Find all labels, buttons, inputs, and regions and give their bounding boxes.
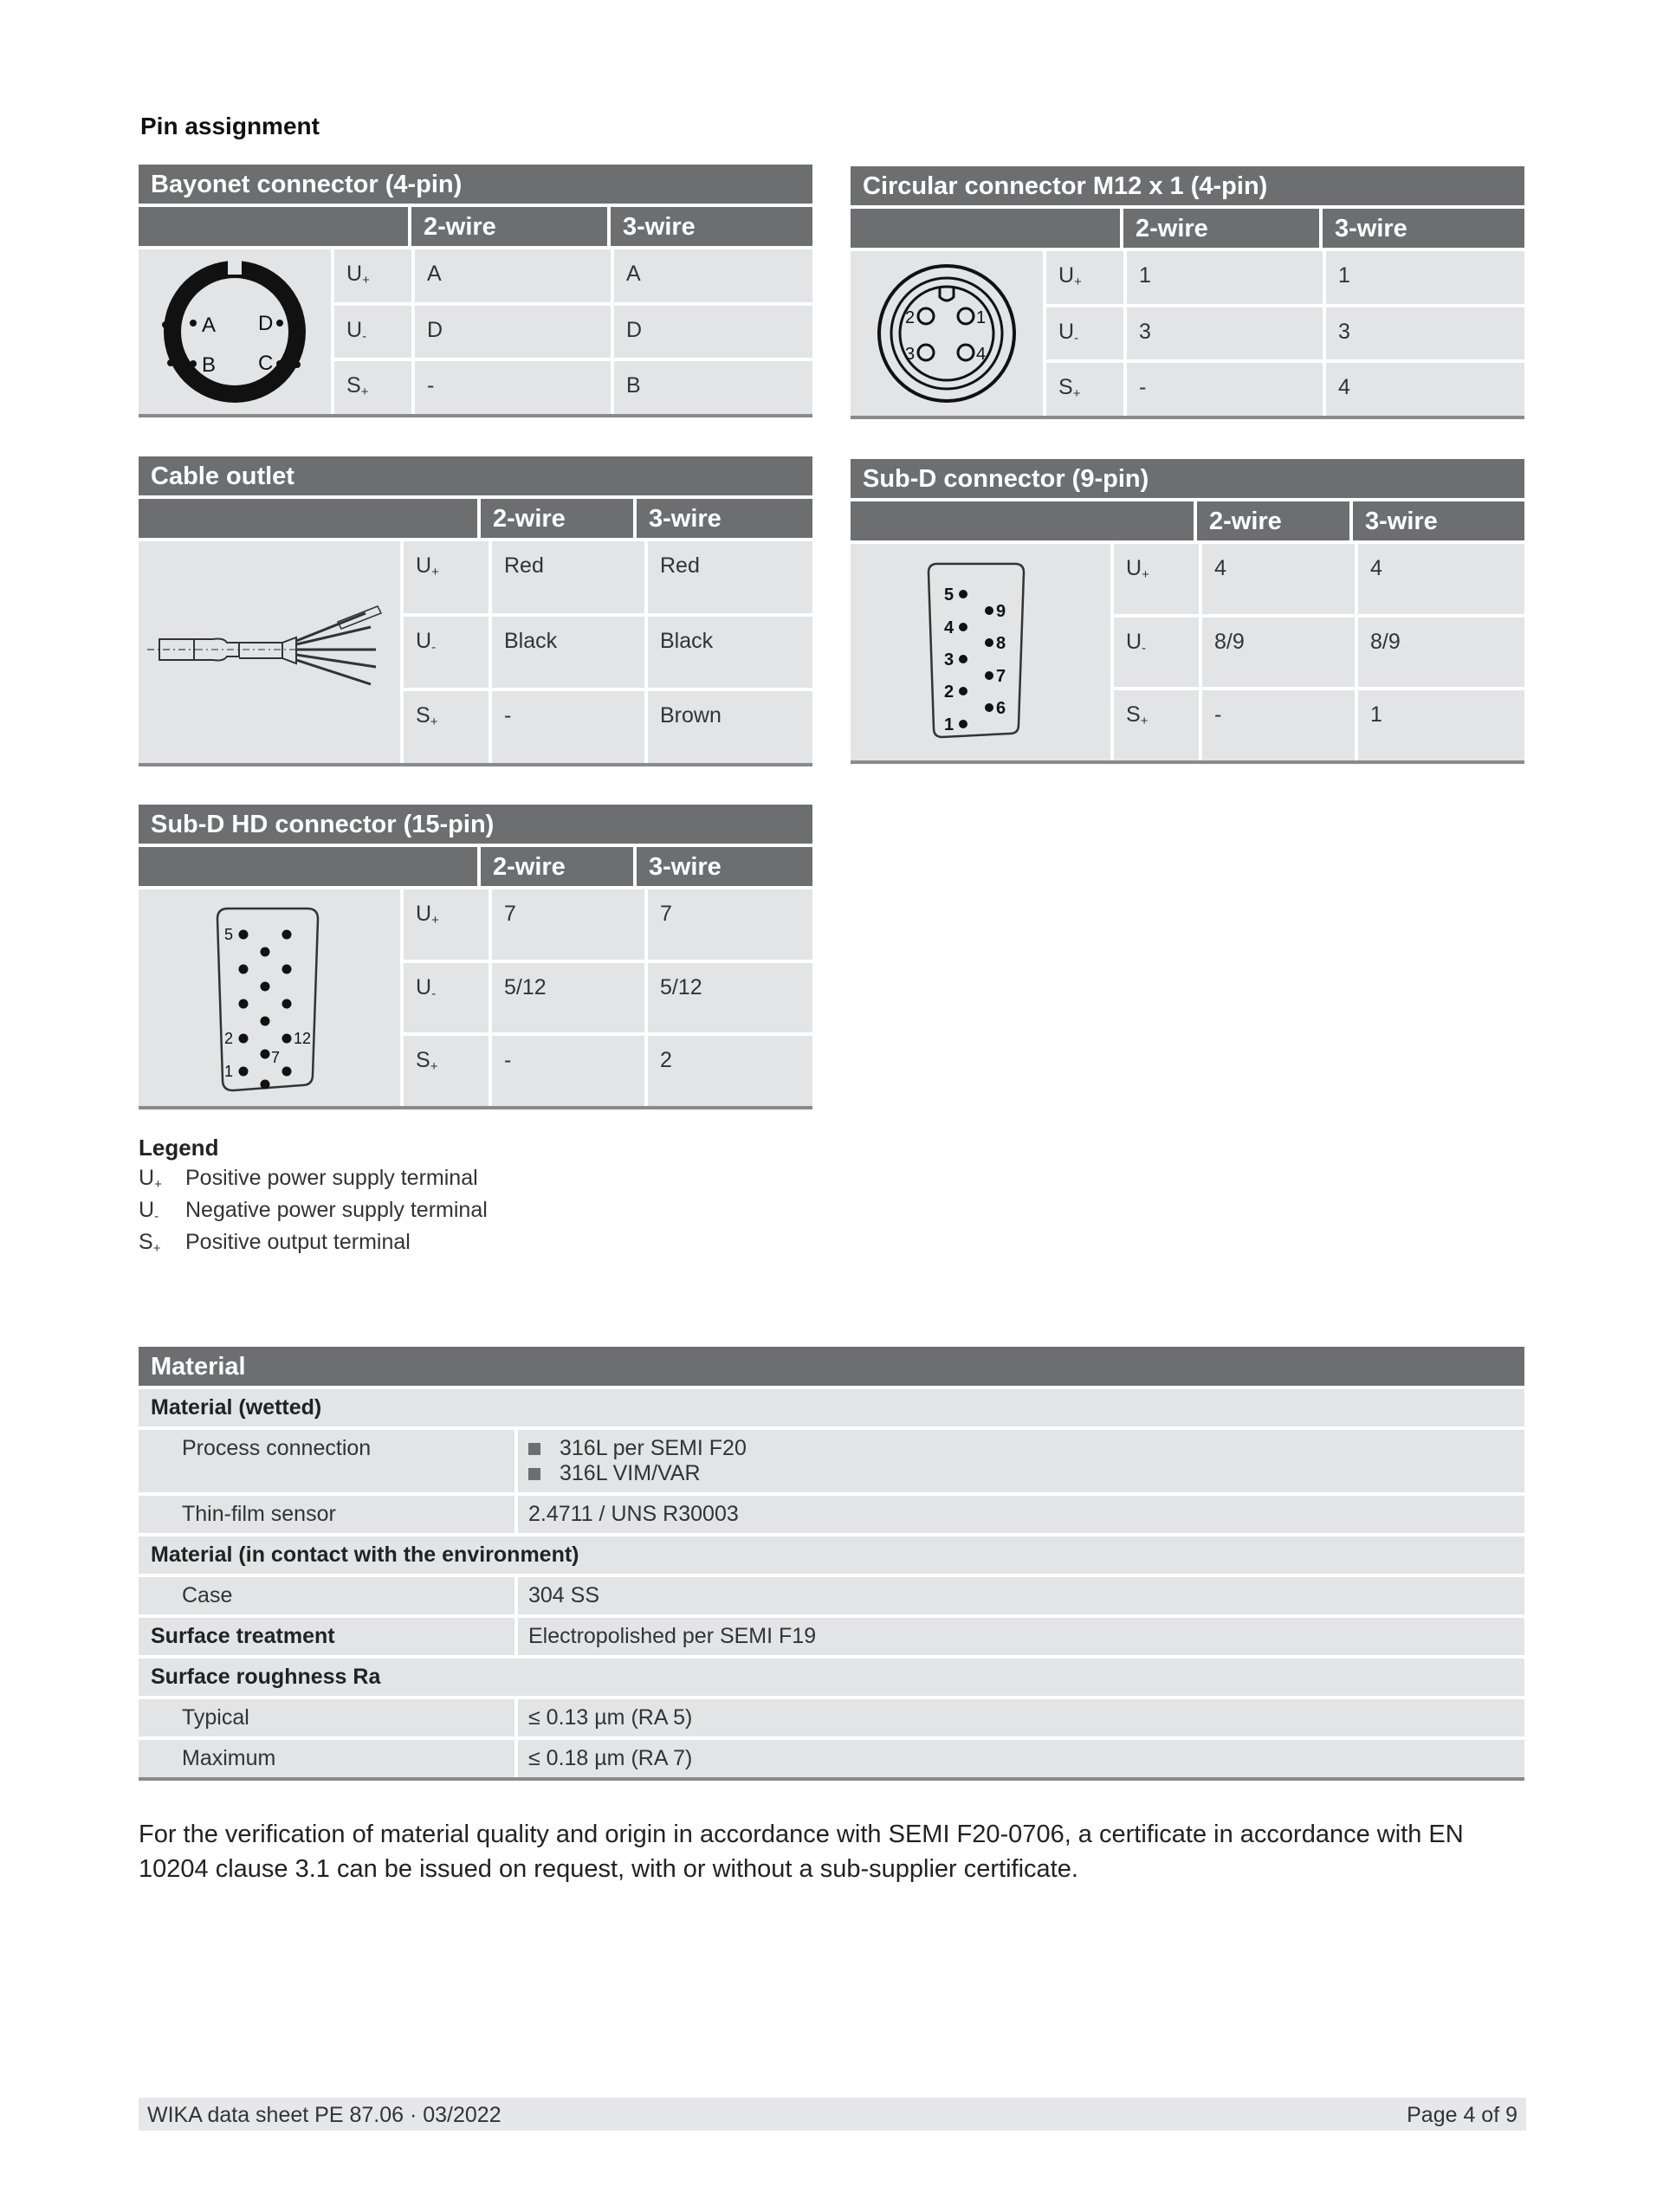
value-2wire: -	[489, 691, 644, 763]
pin-label: 12	[294, 1030, 312, 1047]
value-3wire: Red	[644, 541, 812, 613]
list-item: 316L VIM/VAR	[528, 1461, 1514, 1486]
value-3wire: B	[611, 361, 812, 414]
value-3wire: 5/12	[644, 963, 812, 1033]
row-value: ≤ 0.13 µm (RA 5)	[514, 1699, 1524, 1737]
pin-label: 8	[996, 634, 1006, 653]
pin-label: 7	[271, 1049, 281, 1066]
row-label: Surface treatment	[151, 1624, 335, 1648]
value-2wire: D	[411, 306, 611, 359]
legend-item: $U_+$ Positive power supply terminal	[139, 1166, 478, 1192]
pin-label: 2	[224, 1030, 234, 1047]
col-2wire: 2-wire	[1197, 501, 1353, 540]
symbol-cell: $U_+$	[404, 541, 489, 613]
table-row	[139, 1496, 1524, 1533]
table-title: Sub-D HD connector (15-pin)	[139, 805, 812, 844]
subd-9pin-table	[851, 459, 1524, 764]
row-label: Thin-film sensor	[182, 1502, 336, 1526]
col-2wire: 2-wire	[1123, 209, 1323, 248]
footer-doc-id: WIKA data sheet PE 87.06 · 03/2022	[147, 2103, 501, 2127]
cable-outlet-drawing	[139, 541, 404, 763]
subd-9pin-diagram	[851, 544, 1114, 760]
legend-title: Legend	[139, 1135, 219, 1161]
symbol-cell: $U_-$	[334, 306, 411, 359]
symbol-cell: $S_+$	[1046, 363, 1123, 416]
table-title: Cable outlet	[139, 456, 812, 495]
pin-label: C	[258, 352, 274, 375]
value-3wire: D	[611, 306, 812, 359]
bullet-square-icon	[528, 1443, 540, 1455]
table-title: Circular connector M12 x 1 (4-pin)	[851, 166, 1524, 205]
bayonet-pin-diagram	[139, 249, 334, 414]
value-3wire: 2	[644, 1036, 812, 1106]
col-2wire: 2-wire	[411, 207, 611, 246]
pin-label: D	[258, 312, 274, 335]
pin-label: 5	[944, 585, 954, 605]
row-label: Case	[182, 1583, 233, 1607]
symbol-cell: $U_+$	[1114, 544, 1199, 614]
table-row	[139, 1430, 1524, 1492]
footer-page-number: Page 4 of 9	[1407, 2103, 1517, 2127]
symbol-cell: $U_+$	[334, 249, 411, 302]
table-row	[139, 1577, 1524, 1614]
value-3wire: Black	[644, 617, 812, 689]
value-2wire: 3	[1123, 307, 1323, 360]
pin-label: 1	[944, 715, 954, 734]
section-row: Material (wetted)	[139, 1389, 1524, 1426]
col-3wire: 3-wire	[1353, 501, 1524, 540]
value-2wire: -	[411, 361, 611, 414]
value-3wire: 4	[1323, 363, 1524, 416]
table-row	[139, 1740, 1524, 1777]
col-2wire: 2-wire	[481, 847, 637, 886]
row-value: ≤ 0.18 µm (RA 7)	[514, 1740, 1524, 1777]
value-3wire: 8/9	[1355, 618, 1524, 688]
value-2wire: -	[1123, 363, 1323, 416]
pin-label: 1	[224, 1063, 234, 1080]
pin-label: 3	[905, 345, 916, 364]
table-row	[139, 1699, 1524, 1737]
row-value: Electropolished per SEMI F19	[514, 1618, 1524, 1655]
col-3wire: 3-wire	[611, 207, 812, 246]
value-3wire: 1	[1355, 690, 1524, 760]
symbol-cell: $U_-$	[404, 963, 489, 1033]
pin-label: 4	[944, 618, 954, 637]
table-row	[139, 1618, 1524, 1655]
value-2wire: Black	[489, 617, 644, 689]
symbol-cell: $S_+$	[334, 361, 411, 414]
value-3wire: 7	[644, 889, 812, 960]
pin-label: 3	[944, 650, 954, 669]
value-3wire: 4	[1355, 544, 1524, 614]
subd-hd-15pin-table	[139, 805, 812, 1109]
material-table	[139, 1347, 1524, 1781]
page-heading: Pin assignment	[140, 113, 320, 139]
pin-label: A	[202, 314, 217, 337]
row-value: 304 SS	[514, 1577, 1524, 1614]
symbol-cell: $S_+$	[1114, 690, 1199, 760]
m12-table	[851, 166, 1524, 419]
section-row: Surface roughness Ra	[139, 1659, 1524, 1696]
value-2wire: 8/9	[1199, 618, 1355, 688]
pin-label: 2	[944, 682, 954, 702]
value-3wire: A	[611, 249, 812, 302]
value-3wire: Brown	[644, 691, 812, 763]
row-label: Typical	[182, 1705, 249, 1730]
value-2wire: -	[1199, 690, 1355, 760]
symbol-cell: $U_+$	[404, 889, 489, 960]
m12-pin-diagram	[851, 251, 1046, 416]
value-2wire: A	[411, 249, 611, 302]
bullet-square-icon	[528, 1468, 540, 1480]
section-row: Material (in contact with the environment)	[139, 1536, 1524, 1574]
col-3wire: 3-wire	[637, 847, 812, 886]
symbol-cell: $U_-$	[1046, 307, 1123, 360]
value-2wire: 5/12	[489, 963, 644, 1033]
value-2wire: Red	[489, 541, 644, 613]
row-label: Maximum	[182, 1746, 276, 1770]
pin-label: 1	[976, 308, 987, 327]
symbol-cell: $U_+$	[1046, 251, 1123, 304]
value-2wire: 4	[1199, 544, 1355, 614]
subd-hd-15pin-diagram	[139, 889, 404, 1106]
value-2wire: 1	[1123, 251, 1323, 304]
table-title: Bayonet connector (4-pin)	[139, 165, 812, 204]
page-footer	[139, 2098, 1526, 2131]
cable-outlet-table	[139, 456, 812, 766]
pin-label: 5	[224, 926, 234, 943]
pin-label: 7	[996, 667, 1006, 686]
pin-label: 6	[996, 699, 1006, 718]
value-3wire: 3	[1323, 307, 1524, 360]
certificate-note: For the verification of material quality and origin in accordance with SEMI F20-0706, a certificate in accordance with EN 10204 clause 3.1 can be issued on request, with or without a sub-supplier certificate.	[139, 1821, 1464, 1883]
table-title: Material	[139, 1347, 1524, 1386]
pin-label: 9	[996, 602, 1006, 621]
row-label: Process connection	[182, 1436, 372, 1460]
legend-item: $S_+$ Positive output terminal	[139, 1230, 411, 1256]
value-2wire: 7	[489, 889, 644, 960]
legend	[139, 1135, 488, 1262]
symbol-cell: $S_+$	[404, 1036, 489, 1106]
pin-label: 2	[905, 308, 916, 327]
bayonet-table	[139, 165, 812, 417]
table-title: Sub-D connector (9-pin)	[851, 459, 1524, 498]
legend-item: $U_-$ Negative power supply terminal	[139, 1198, 488, 1224]
row-value: 2.4711 / UNS R30003	[514, 1496, 1524, 1533]
pin-label: B	[202, 353, 217, 377]
col-3wire: 3-wire	[637, 499, 812, 538]
col-3wire: 3-wire	[1323, 209, 1524, 248]
symbol-cell: $U_-$	[404, 617, 489, 689]
col-2wire: 2-wire	[481, 499, 637, 538]
symbol-cell: $S_+$	[404, 691, 489, 763]
list-item: 316L per SEMI F20	[528, 1436, 1514, 1461]
pin-label: 4	[976, 345, 987, 364]
symbol-cell: $U_-$	[1114, 618, 1199, 688]
value-2wire: -	[489, 1036, 644, 1106]
value-3wire: 1	[1323, 251, 1524, 304]
